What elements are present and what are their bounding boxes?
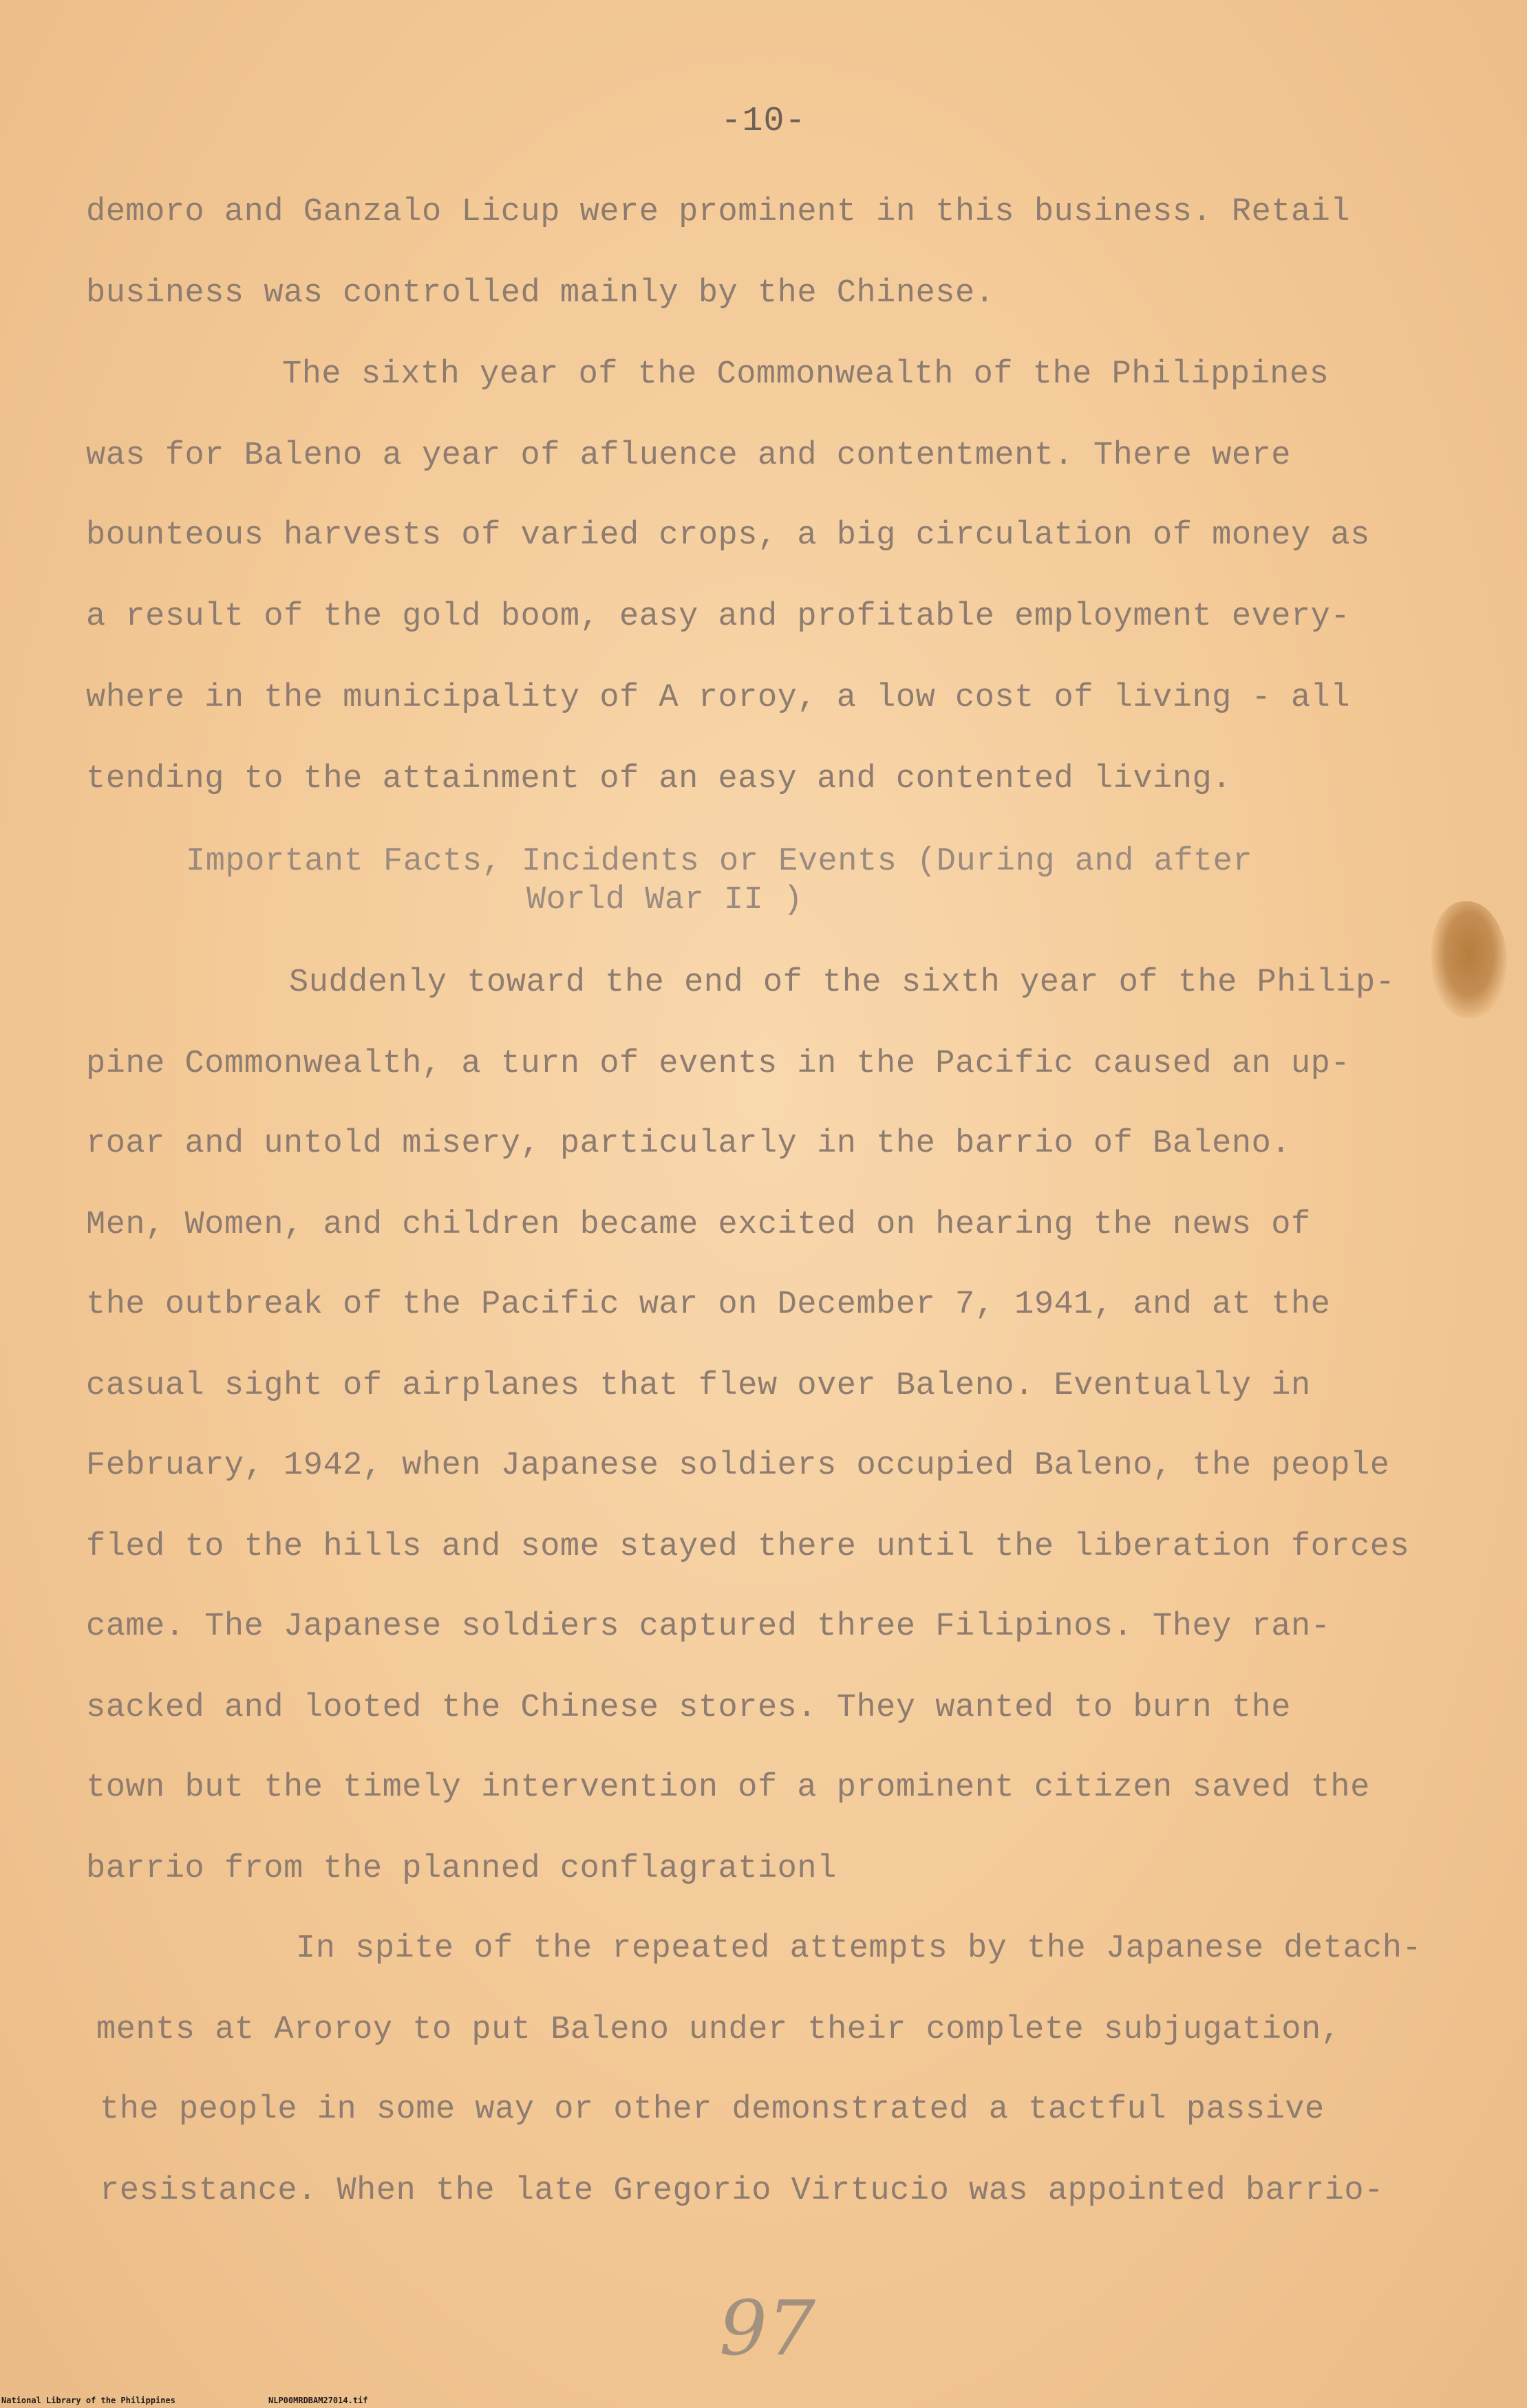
text-line: tending to the attainment of an easy and contented living. (86, 761, 1232, 797)
text-line: The sixth year of the Commonwealth of the Philippines (282, 356, 1330, 393)
archive-footer-label: National Library of the Philippines (1, 2396, 175, 2405)
text-line: barrio from the planned conflagrationl (86, 1851, 837, 1887)
text-line: bounteous harvests of varied crops, a big circulation of money as (86, 517, 1370, 554)
archive-file-name: NLP00MRDBAM27014.tif (268, 2396, 368, 2405)
section-heading-line-2: World War II ) (526, 882, 803, 918)
text-line: demoro and Ganzalo Licup were prominent in this business. Retail (86, 194, 1351, 230)
text-line: Men, Women, and children became excited on hearing the news of (86, 1207, 1311, 1243)
text-line: casual sight of airplanes that flew over Baleno. Eventually in (86, 1368, 1311, 1404)
water-stain (1431, 901, 1507, 1018)
handwritten-folio-number: 97 (719, 2284, 815, 2372)
text-line: pine Commonwealth, a turn of events in the Pacific caused an up- (86, 1046, 1351, 1082)
text-line: sacked and looted the Chinese stores. They wanted to burn the (86, 1690, 1291, 1726)
text-line: where in the municipality of A roroy, a low cost of living - all (86, 680, 1351, 716)
text-line: fled to the hills and some stayed there until the liberation forces (86, 1529, 1410, 1565)
text-line: resistance. When the late Gregorio Virtucio was appointed barrio- (100, 2173, 1384, 2209)
text-line: February, 1942, when Japanese soldiers occupied Baleno, the people (86, 1448, 1390, 1484)
text-line: came. The Japanese soldiers captured three Filipinos. They ran- (86, 1609, 1331, 1645)
text-line: town but the timely intervention of a prominent citizen saved the (86, 1770, 1370, 1806)
text-line: was for Baleno a year of afluence and contentment. There were (86, 438, 1291, 474)
page-number: -10- (720, 102, 807, 141)
text-line: roar and untold misery, particularly in the barrio of Baleno. (86, 1126, 1291, 1162)
text-line: a result of the gold boom, easy and profitable employment every- (86, 599, 1351, 635)
section-heading-line-1: Important Facts, Incidents or Events (During and after (186, 843, 1253, 880)
text-line: In spite of the repeated attempts by the Japanese detach- (296, 1931, 1422, 1967)
text-line: business was controlled mainly by the Chinese. (86, 275, 995, 312)
text-line: the people in some way or other demonstrated a tactful passive (100, 2092, 1325, 2128)
text-line: the outbreak of the Pacific war on December 7, 1941, and at the (86, 1287, 1331, 1323)
text-line: ments at Aroroy to put Baleno under their complete subjugation, (96, 2012, 1341, 2048)
text-line: Suddenly toward the end of the sixth year of the Philip- (289, 965, 1396, 1001)
